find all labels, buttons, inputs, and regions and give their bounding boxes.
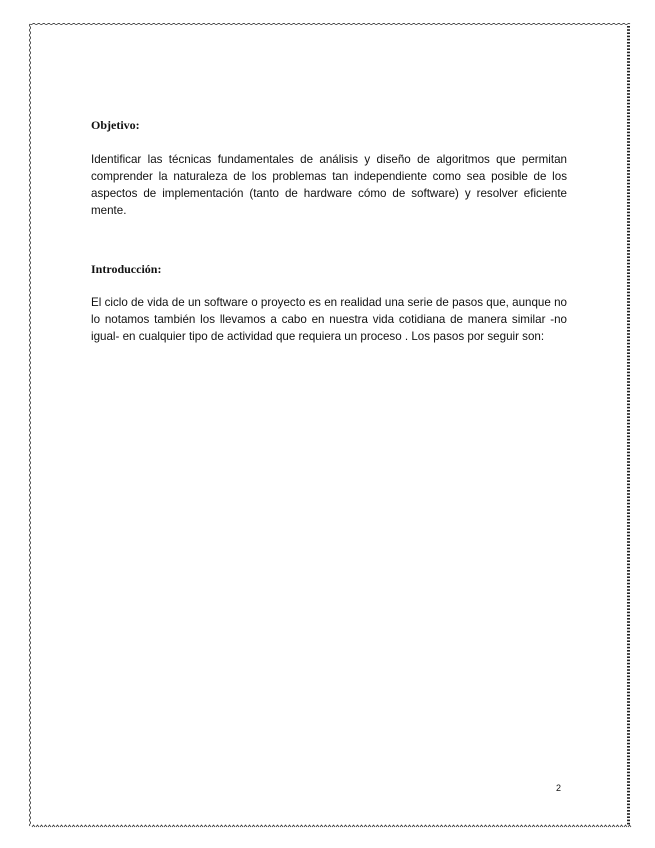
section-heading-objetivo: Objetivo: <box>91 118 140 132</box>
page-number: 2 <box>556 783 562 793</box>
section-body-objetivo: Identificar las técnicas fundamentales de análisis y diseño de algoritmos que permitan comprender la naturaleza de los problemas tan independiente como sea posible de los aspectos de implementación (tanto de hardware cómo de software) y resolver eficiente mente. <box>91 153 567 217</box>
section-heading-introduccion: Introducción: <box>91 262 162 276</box>
section-body-introduccion: El ciclo de vida de un software o proyecto es en realidad una serie de pasos que, aunque no lo notamos también los llevamos a cabo en nuestra vida cotidiana de manera similar -no igual- en cualquier tipo de actividad que requiera un proceso . Los pasos por seguir son: <box>91 296 567 343</box>
